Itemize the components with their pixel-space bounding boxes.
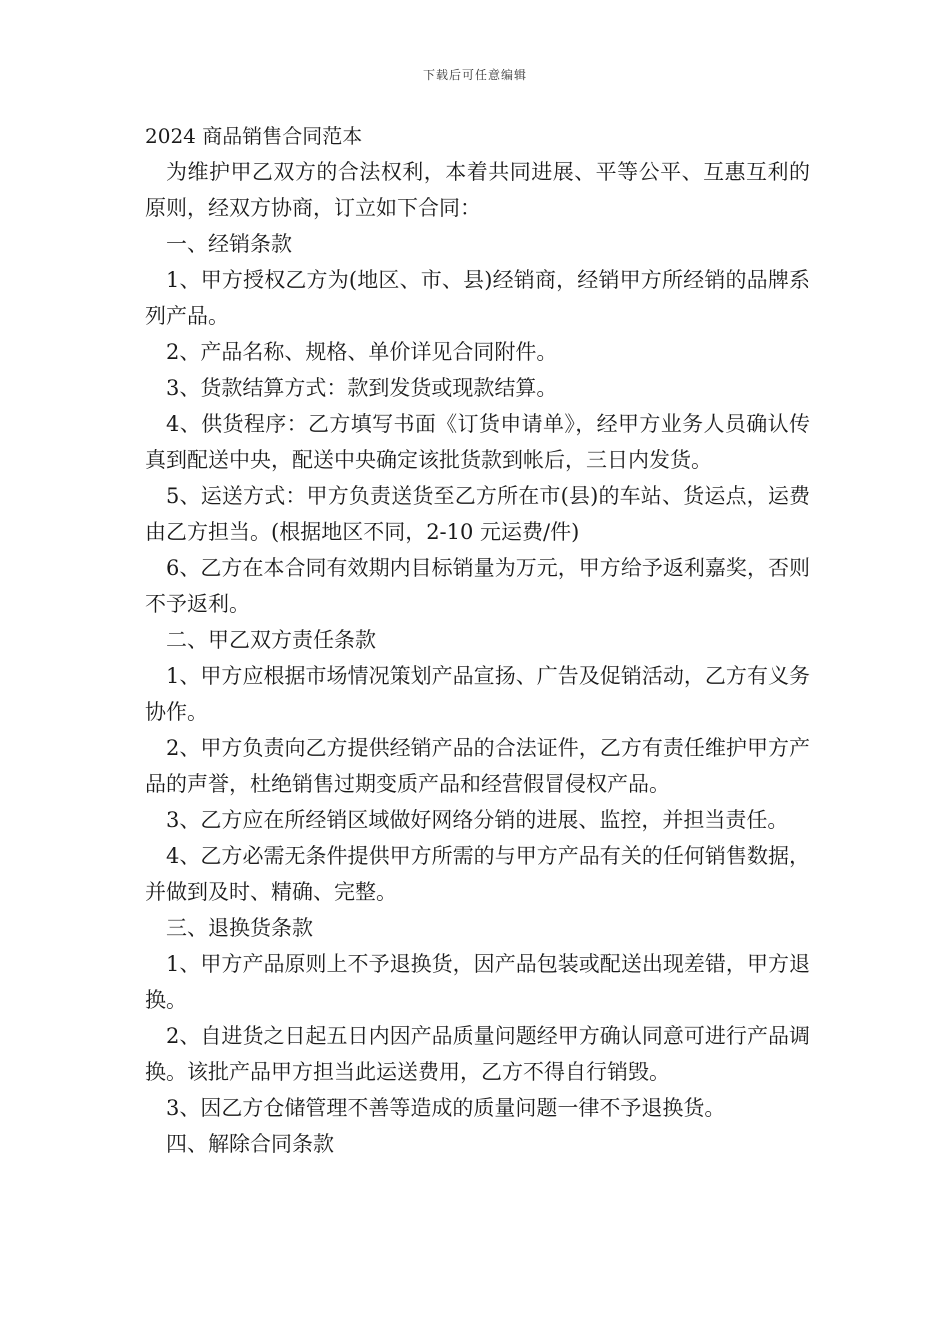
clause-1-3: 3、货款结算方式：款到发货或现款结算。	[166, 376, 558, 400]
clause-1-5: 5、运送方式：甲方负责送货至乙方所在市(县)的车站、货运点，运费由乙方担当。(根据地区不同，2-10 元运费/件)	[145, 484, 810, 544]
section-heading-3: 三、退换货条款	[166, 916, 313, 940]
clause-1-2: 2、产品名称、规格、单价详见合同附件。	[166, 340, 558, 364]
document-body	[145, 118, 810, 1162]
clause-2-3: 3、乙方应在所经销区域做好网络分销的进展、监控，并担当责任。	[166, 808, 789, 832]
section-heading-1: 一、经销条款	[166, 232, 292, 256]
clause-2-4: 4、乙方必需无条件提供甲方所需的与甲方产品有关的任何销售数据，并做到及时、精确、完整。	[145, 844, 810, 904]
section-heading-2: 二、甲乙双方责任条款	[166, 628, 376, 652]
intro-paragraph: 为维护甲乙双方的合法权利，本着共同进展、平等公平、互惠互利的原则，经双方协商，订立如下合同：	[145, 160, 810, 220]
clause-3-2: 2、自进货之日起五日内因产品质量问题经甲方确认同意可进行产品调换。该批产品甲方担当此运送费用，乙方不得自行销毁。	[145, 1024, 810, 1084]
section-heading-4: 四、解除合同条款	[166, 1132, 334, 1156]
clause-3-1: 1、甲方产品原则上不予退换货，因产品包装或配送出现差错，甲方退换。	[145, 952, 810, 1012]
document-title: 2024 商品销售合同范本	[145, 124, 363, 148]
clause-2-1: 1、甲方应根据市场情况策划产品宣扬、广告及促销活动，乙方有义务协作。	[145, 664, 810, 724]
clause-3-3: 3、因乙方仓储管理不善等造成的质量问题一律不予退换货。	[166, 1096, 726, 1120]
clause-1-4: 4、供货程序：乙方填写书面《订货申请单》，经甲方业务人员确认传真到配送中央，配送中央确定该批货款到帐后，三日内发货。	[145, 412, 810, 472]
clause-1-6: 6、乙方在本合同有效期内目标销量为万元，甲方给予返利嘉奖，否则不予返利。	[145, 556, 810, 616]
header-note: 下载后可任意编辑	[422, 68, 527, 82]
clause-1-1: 1、甲方授权乙方为(地区、市、县)经销商，经销甲方所经销的品牌系列产品。	[145, 268, 810, 328]
clause-2-2: 2、甲方负责向乙方提供经销产品的合法证件，乙方有责任维护甲方产品的声誉，杜绝销售过期变质产品和经营假冒侵权产品。	[145, 736, 810, 796]
